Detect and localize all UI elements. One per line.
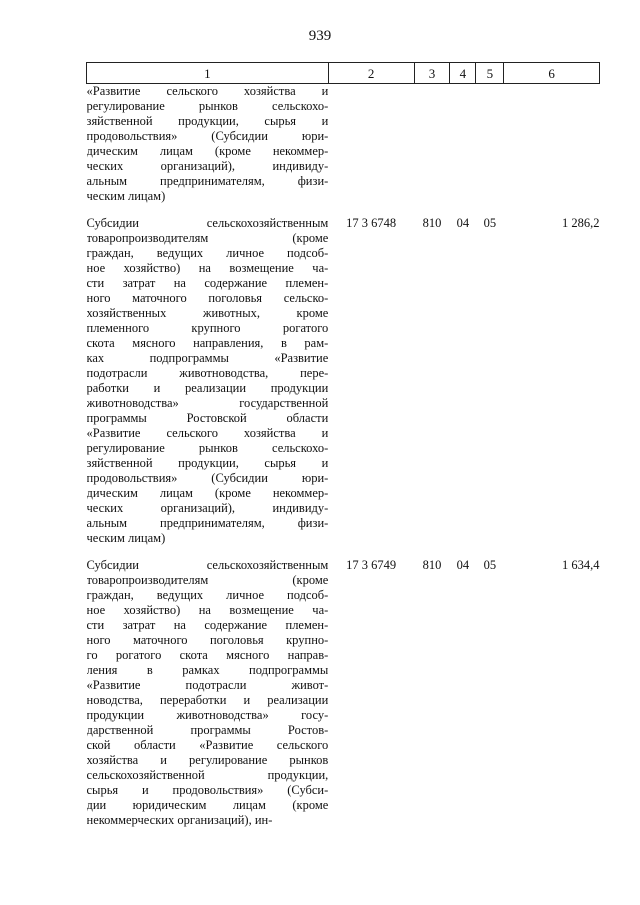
description-line: ческим лицам) xyxy=(86,531,166,545)
description-line: товаропроизводителям (кроме xyxy=(86,231,329,245)
column-header: 3 xyxy=(414,63,450,84)
description-line: дии юридическим лицам (кроме xyxy=(86,798,329,812)
description-line: продовольствия» (Субсидии юри- xyxy=(86,471,329,485)
description-line: регулирование рынков сельскохо- xyxy=(86,99,329,113)
row-code xyxy=(328,84,414,217)
description-line: граждан, ведущих личное подсоб- xyxy=(86,588,329,602)
description-line: ческих организаций), индивиду- xyxy=(86,159,329,173)
description-line: сти затрат на содержание племен- xyxy=(86,618,329,632)
description-line: программы Ростовской области xyxy=(86,411,329,425)
description-line: некоммерческих организаций), ин- xyxy=(86,813,273,827)
row-expense-type: 810 xyxy=(422,558,442,572)
description-line: ках подпрограммы «Развитие xyxy=(86,351,329,365)
description-line: животноводства» государственной xyxy=(86,396,329,410)
row-section: 04 xyxy=(456,558,470,572)
row-subsection: 05 xyxy=(483,558,497,572)
page-number: 939 xyxy=(308,28,332,44)
description-line: хозяйственных животных, кроме xyxy=(86,306,329,320)
row-code: 17 3 6749 xyxy=(346,558,397,572)
description-line: ческим лицам) xyxy=(86,189,166,203)
row-section: 04 xyxy=(456,216,470,230)
table-header-row xyxy=(87,63,600,84)
description-line: скота мясного направления, в рам- xyxy=(86,336,329,350)
description-line: товаропроизводителям (кроме xyxy=(86,573,329,587)
description-line: сырья и продовольствия» (Субси- xyxy=(86,783,329,797)
description-line: зяйственной продукции, сырья и xyxy=(86,456,329,470)
description-line: дическим лицам (кроме некоммер- xyxy=(86,144,329,158)
row-amount: 1 286,2 xyxy=(562,216,600,230)
description-line: ное хозяйство) на возмещение ча- xyxy=(86,603,329,617)
description-line: сти затрат на содержание племен- xyxy=(86,276,329,290)
description-line: «Развитие сельского хозяйства и xyxy=(86,84,329,98)
description-line: новодства, переработки и реализации xyxy=(86,693,329,707)
budget-table xyxy=(86,62,600,840)
description-line: Субсидии сельскохозяйственным xyxy=(86,558,329,572)
description-line: племенного крупного рогатого xyxy=(86,321,329,335)
description-line: дарственной программы Ростов- xyxy=(86,723,329,737)
description-line: ного маточного поголовья сельско- xyxy=(86,291,329,305)
description-line: го рогатого скота мясного направ- xyxy=(86,648,329,662)
description-line: ное хозяйство) на возмещение ча- xyxy=(86,261,329,275)
description-line: альным предпринимателям, физи- xyxy=(86,516,329,530)
description-line: «Развитие подотрасли живот- xyxy=(86,678,329,692)
description-line: продукции животноводства» госу- xyxy=(86,708,329,722)
description-line: работки и реализации продукции xyxy=(86,381,329,395)
description-line: граждан, ведущих личное подсоб- xyxy=(86,246,329,260)
row-description xyxy=(87,84,329,217)
description-line: «Развитие сельского хозяйства и xyxy=(86,426,329,440)
row-amount xyxy=(504,84,600,217)
row-description xyxy=(87,216,329,558)
row-expense-type: 810 xyxy=(422,216,442,230)
description-line: зяйственной продукции, сырья и xyxy=(86,114,329,128)
column-header: 1 xyxy=(87,63,329,84)
description-line: подотрасли животноводства, пере- xyxy=(86,366,329,380)
column-header: 5 xyxy=(476,63,504,84)
row-subsection xyxy=(476,84,504,217)
row-description xyxy=(87,558,329,840)
description-line: альным предпринимателям, физи- xyxy=(86,174,329,188)
row-code: 17 3 6748 xyxy=(346,216,397,230)
description-line: дическим лицам (кроме некоммер- xyxy=(86,486,329,500)
row-section xyxy=(450,84,476,217)
description-line: сельскохозяйственной продукции, xyxy=(86,768,329,782)
table-row xyxy=(87,216,600,558)
row-subsection: 05 xyxy=(483,216,497,230)
description-line: Субсидии сельскохозяйственным xyxy=(86,216,329,230)
row-amount: 1 634,4 xyxy=(562,558,600,572)
description-line: продовольствия» (Субсидии юри- xyxy=(86,129,329,143)
column-header: 6 xyxy=(504,63,600,84)
description-line: регулирование рынков сельскохо- xyxy=(86,441,329,455)
table-row xyxy=(87,84,600,217)
description-line: ления в рамках подпрограммы xyxy=(86,663,329,677)
description-line: ческих организаций), индивиду- xyxy=(86,501,329,515)
row-expense-type xyxy=(414,84,450,217)
description-line: хозяйства и регулирование рынков xyxy=(86,753,329,767)
column-header: 2 xyxy=(328,63,414,84)
description-line: ской области «Развитие сельского xyxy=(86,738,329,752)
description-line: ного маточного поголовья крупно- xyxy=(86,633,329,647)
column-header: 4 xyxy=(450,63,476,84)
table-row xyxy=(87,558,600,840)
